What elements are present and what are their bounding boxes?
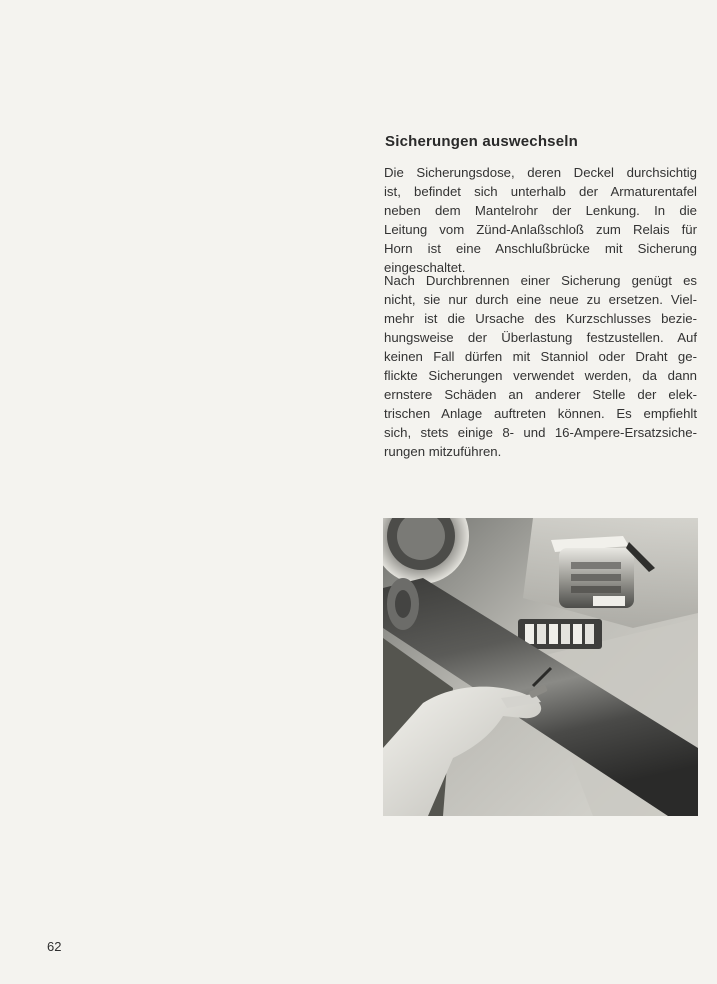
text-line: eingeschaltet. <box>384 260 466 275</box>
text-line: flickte Sicherungen verwendet werden, da dann <box>384 368 697 383</box>
text-line: mehr ist die Ursache des Kurzschlusses bezie- <box>384 311 697 326</box>
text-line: Leitung vom Zünd-Anlaßschloß zum Relais für <box>384 222 697 237</box>
air-vent-graphic <box>518 619 602 649</box>
section-heading: Sicherungen auswechseln <box>385 133 578 150</box>
text-line: nicht, sie nur durch eine neue zu ersetzen. Viel- <box>384 292 697 307</box>
text-line: trischen Anlage auftreten können. Es empfiehlt <box>384 406 697 421</box>
fuse-box-photo <box>383 518 698 816</box>
text-line: rungen mitzuführen. <box>384 444 502 459</box>
text-line: ernstere Schäden an anderer Stelle der elek- <box>384 387 697 402</box>
text-line: sich, stets einige 8- und 16-Ampere-Ersatzsiche- <box>384 425 697 440</box>
text-line: neben dem Mantelrohr der Lenkung. In die <box>384 203 697 218</box>
text-line: Horn ist eine Anschlußbrücke mit Sicherung <box>384 241 697 256</box>
page-number: 62 <box>47 939 62 954</box>
paragraph-fuse-box-location <box>384 163 697 277</box>
text-line: keinen Fall dürfen mit Stanniol oder Draht ge- <box>384 349 697 364</box>
text-line: hungsweise der Überlastung festzustellen. Auf <box>384 330 697 345</box>
text-line: Nach Durchbrennen einer Sicherung genügt es <box>384 273 697 288</box>
paragraph-fuse-replacement <box>384 271 697 461</box>
text-line: ist, befindet sich unterhalb der Armaturentafel <box>384 184 697 199</box>
text-line: Die Sicherungsdose, deren Deckel durchsichtig <box>384 165 697 180</box>
